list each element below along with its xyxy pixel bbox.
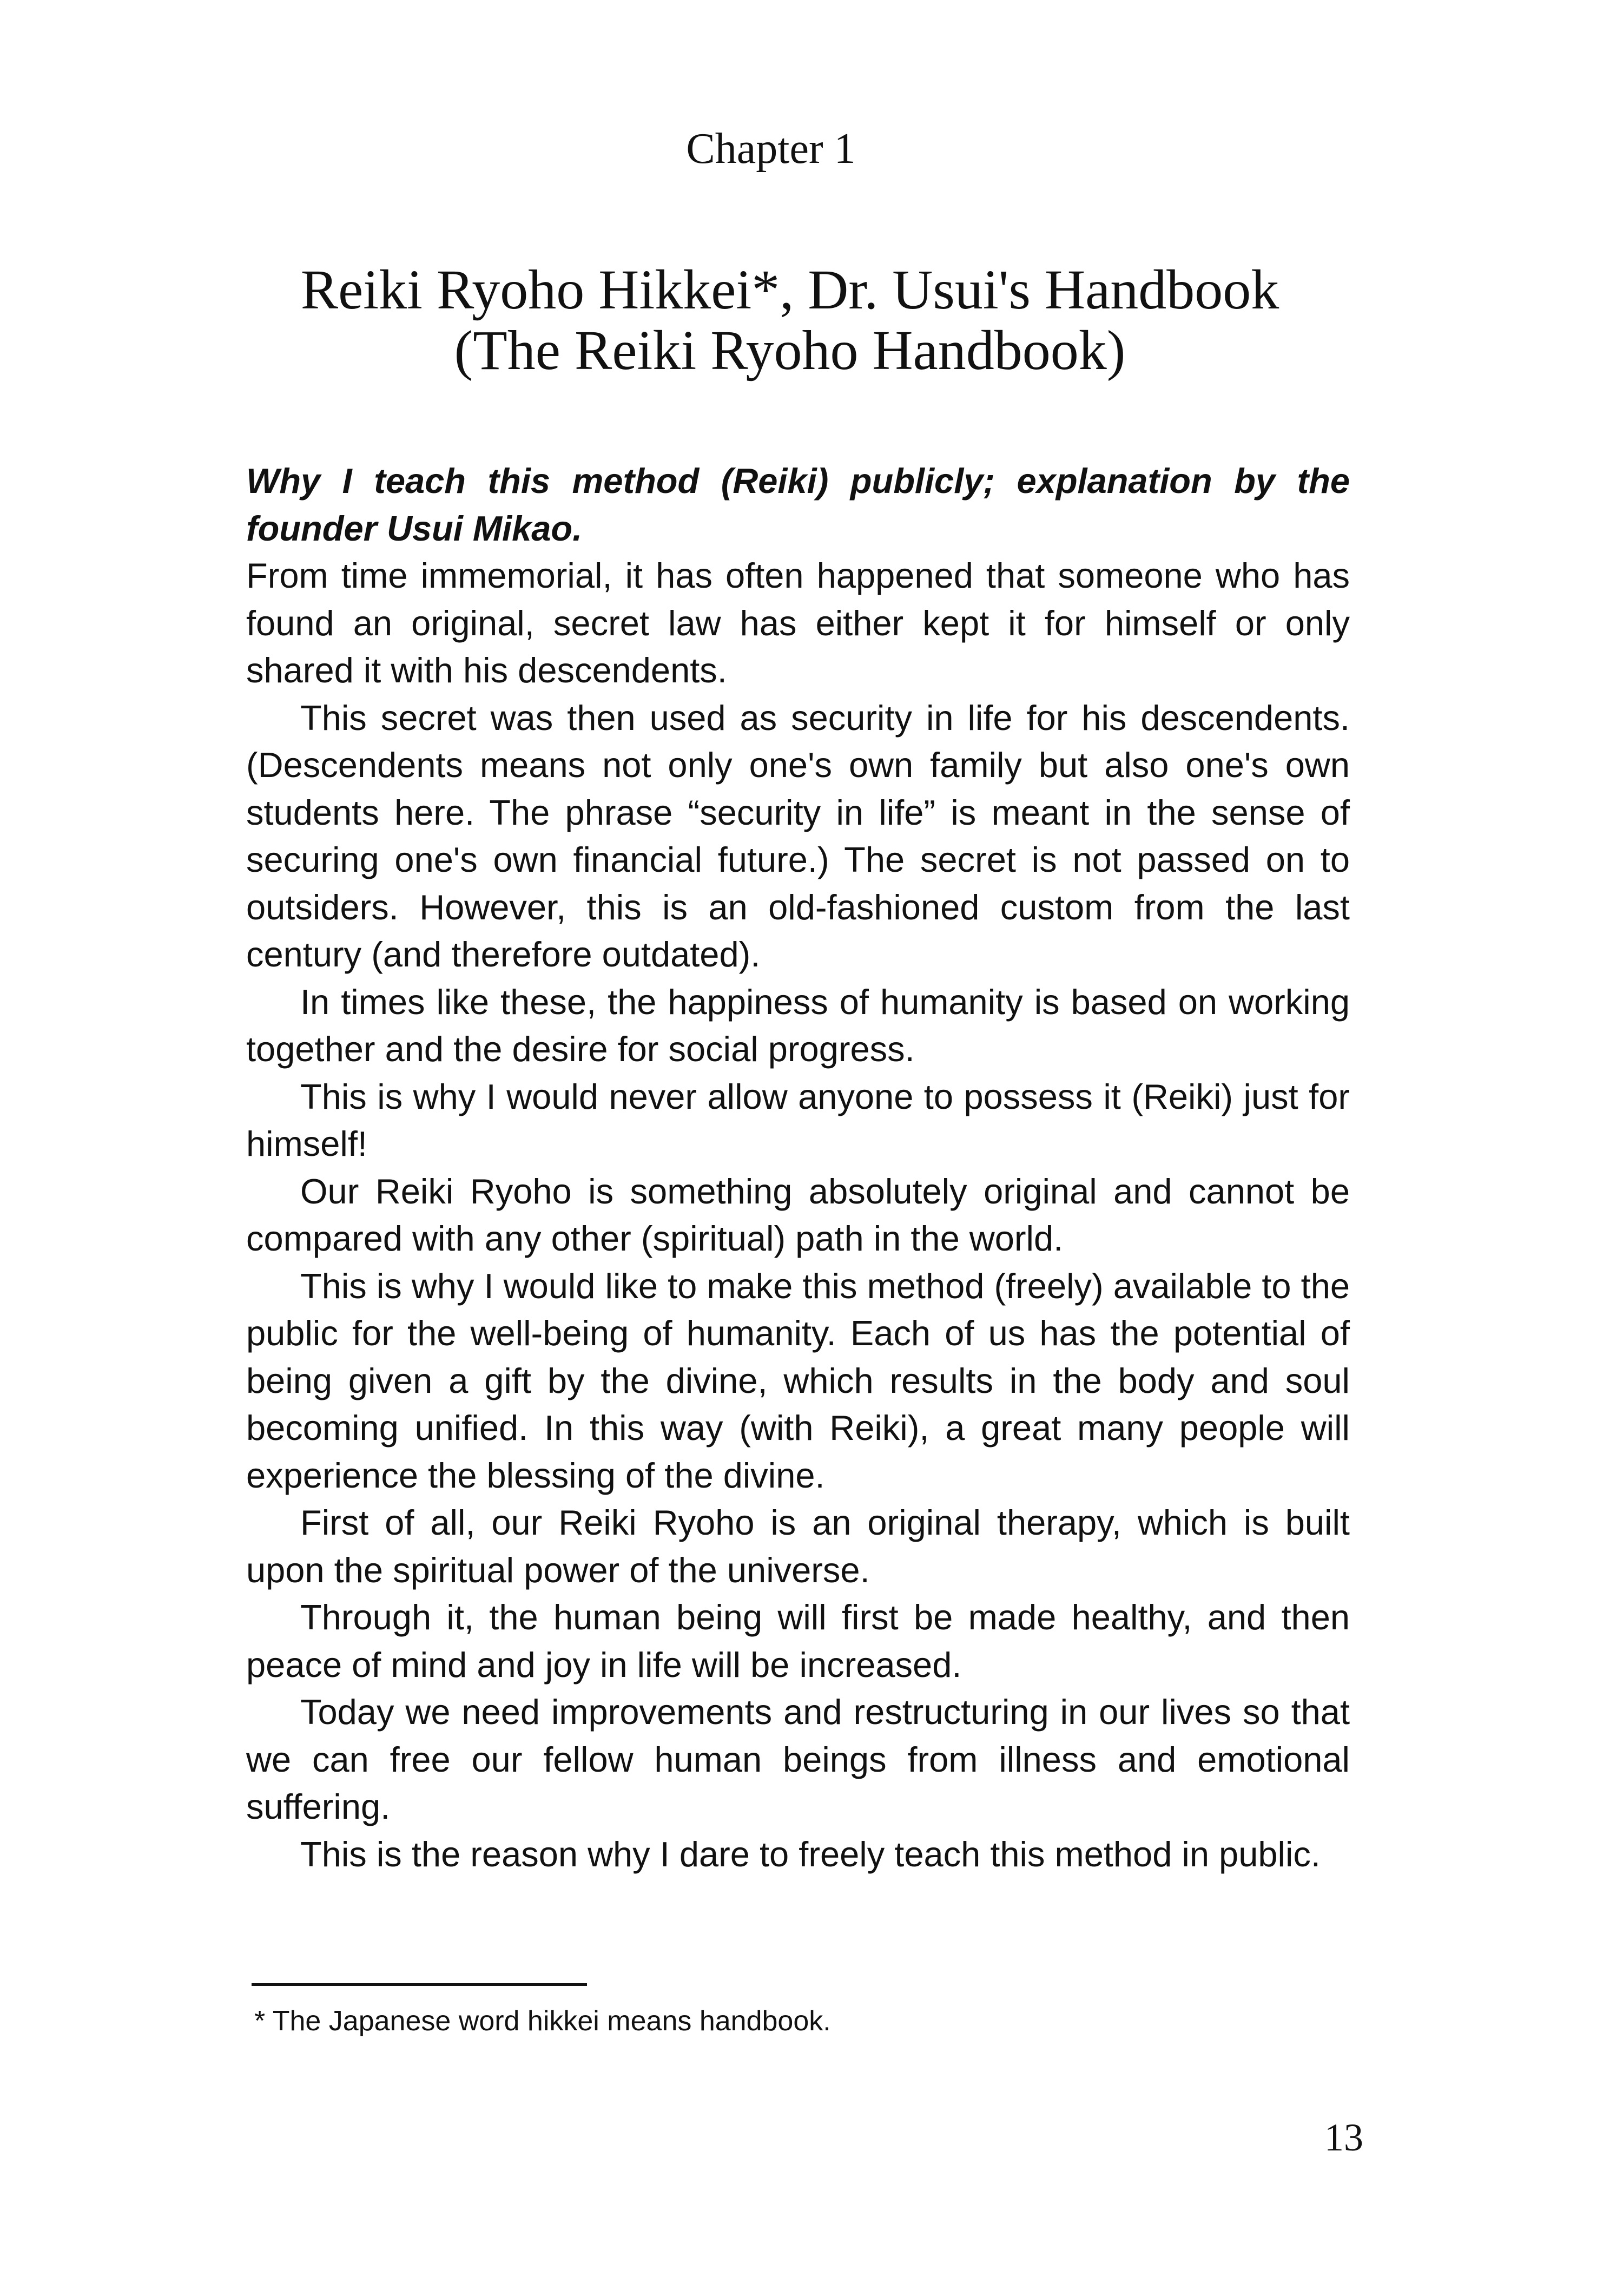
- paragraph-3: In times like these, the happiness of humanity is based on working together and the desire for social progress.: [246, 982, 1350, 1069]
- lead-heading: Why I teach this method (Reiki) publicly; explanation by the founder Usui Mikao.: [246, 461, 1350, 548]
- chapter-label: Chapter 1: [686, 125, 856, 173]
- page-number: 13: [1324, 2116, 1363, 2159]
- footnote: * The Japanese word hikkei means handbook.: [254, 2005, 831, 2037]
- chapter-title-line-2: (The Reiki Ryoho Handbook): [454, 319, 1126, 381]
- chapter-title-line-1: Reiki Ryoho Hikkei*, Dr. Usui's Handbook: [300, 259, 1279, 321]
- paragraph-8: Through it, the human being will first be made healthy, and then peace of mind and joy in life will be increased.: [246, 1597, 1350, 1685]
- chapter-title: [206, 260, 1374, 381]
- footnote-divider: [252, 1983, 587, 1986]
- paragraph-10: This is the reason why I dare to freely teach this method in public.: [300, 1834, 1321, 1874]
- paragraph-7: First of all, our Reiki Ryoho is an original therapy, which is built upon the spiritual power of the universe.: [246, 1503, 1350, 1590]
- paragraph-1: From time immemorial, it has often happened that someone who has found an original, secret law has either kept it for himself or only shared it with his descendents.: [246, 556, 1350, 690]
- paragraph-6: This is why I would like to make this method (freely) available to the public for the well-being of humanity. Each of us has the potential of being given a gift by the divine, which results in the body and soul becoming unified. In this way (with Reiki), a great many people will experience the blessing of the divine.: [246, 1266, 1350, 1495]
- paragraph-9: Today we need improvements and restructuring in our lives so that we can free our fellow human beings from illness and emotional suffering.: [246, 1692, 1350, 1826]
- paragraph-4: This is why I would never allow anyone to possess it (Reiki) just for himself!: [246, 1076, 1350, 1163]
- body-text: [246, 457, 1350, 1878]
- paragraph-5: Our Reiki Ryoho is something absolutely original and cannot be compared with any other (spiritual) path in the world.: [246, 1171, 1350, 1258]
- paragraph-2: This secret was then used as security in life for his descendents. (Descendents means not only one's own family but also one's own students here. The phrase “security in life” is meant in the sense of securing one's own financial future.) The secret is not passed on to outsiders. However, this is an old-fashioned custom from the last century (and therefore outdated).: [246, 698, 1350, 974]
